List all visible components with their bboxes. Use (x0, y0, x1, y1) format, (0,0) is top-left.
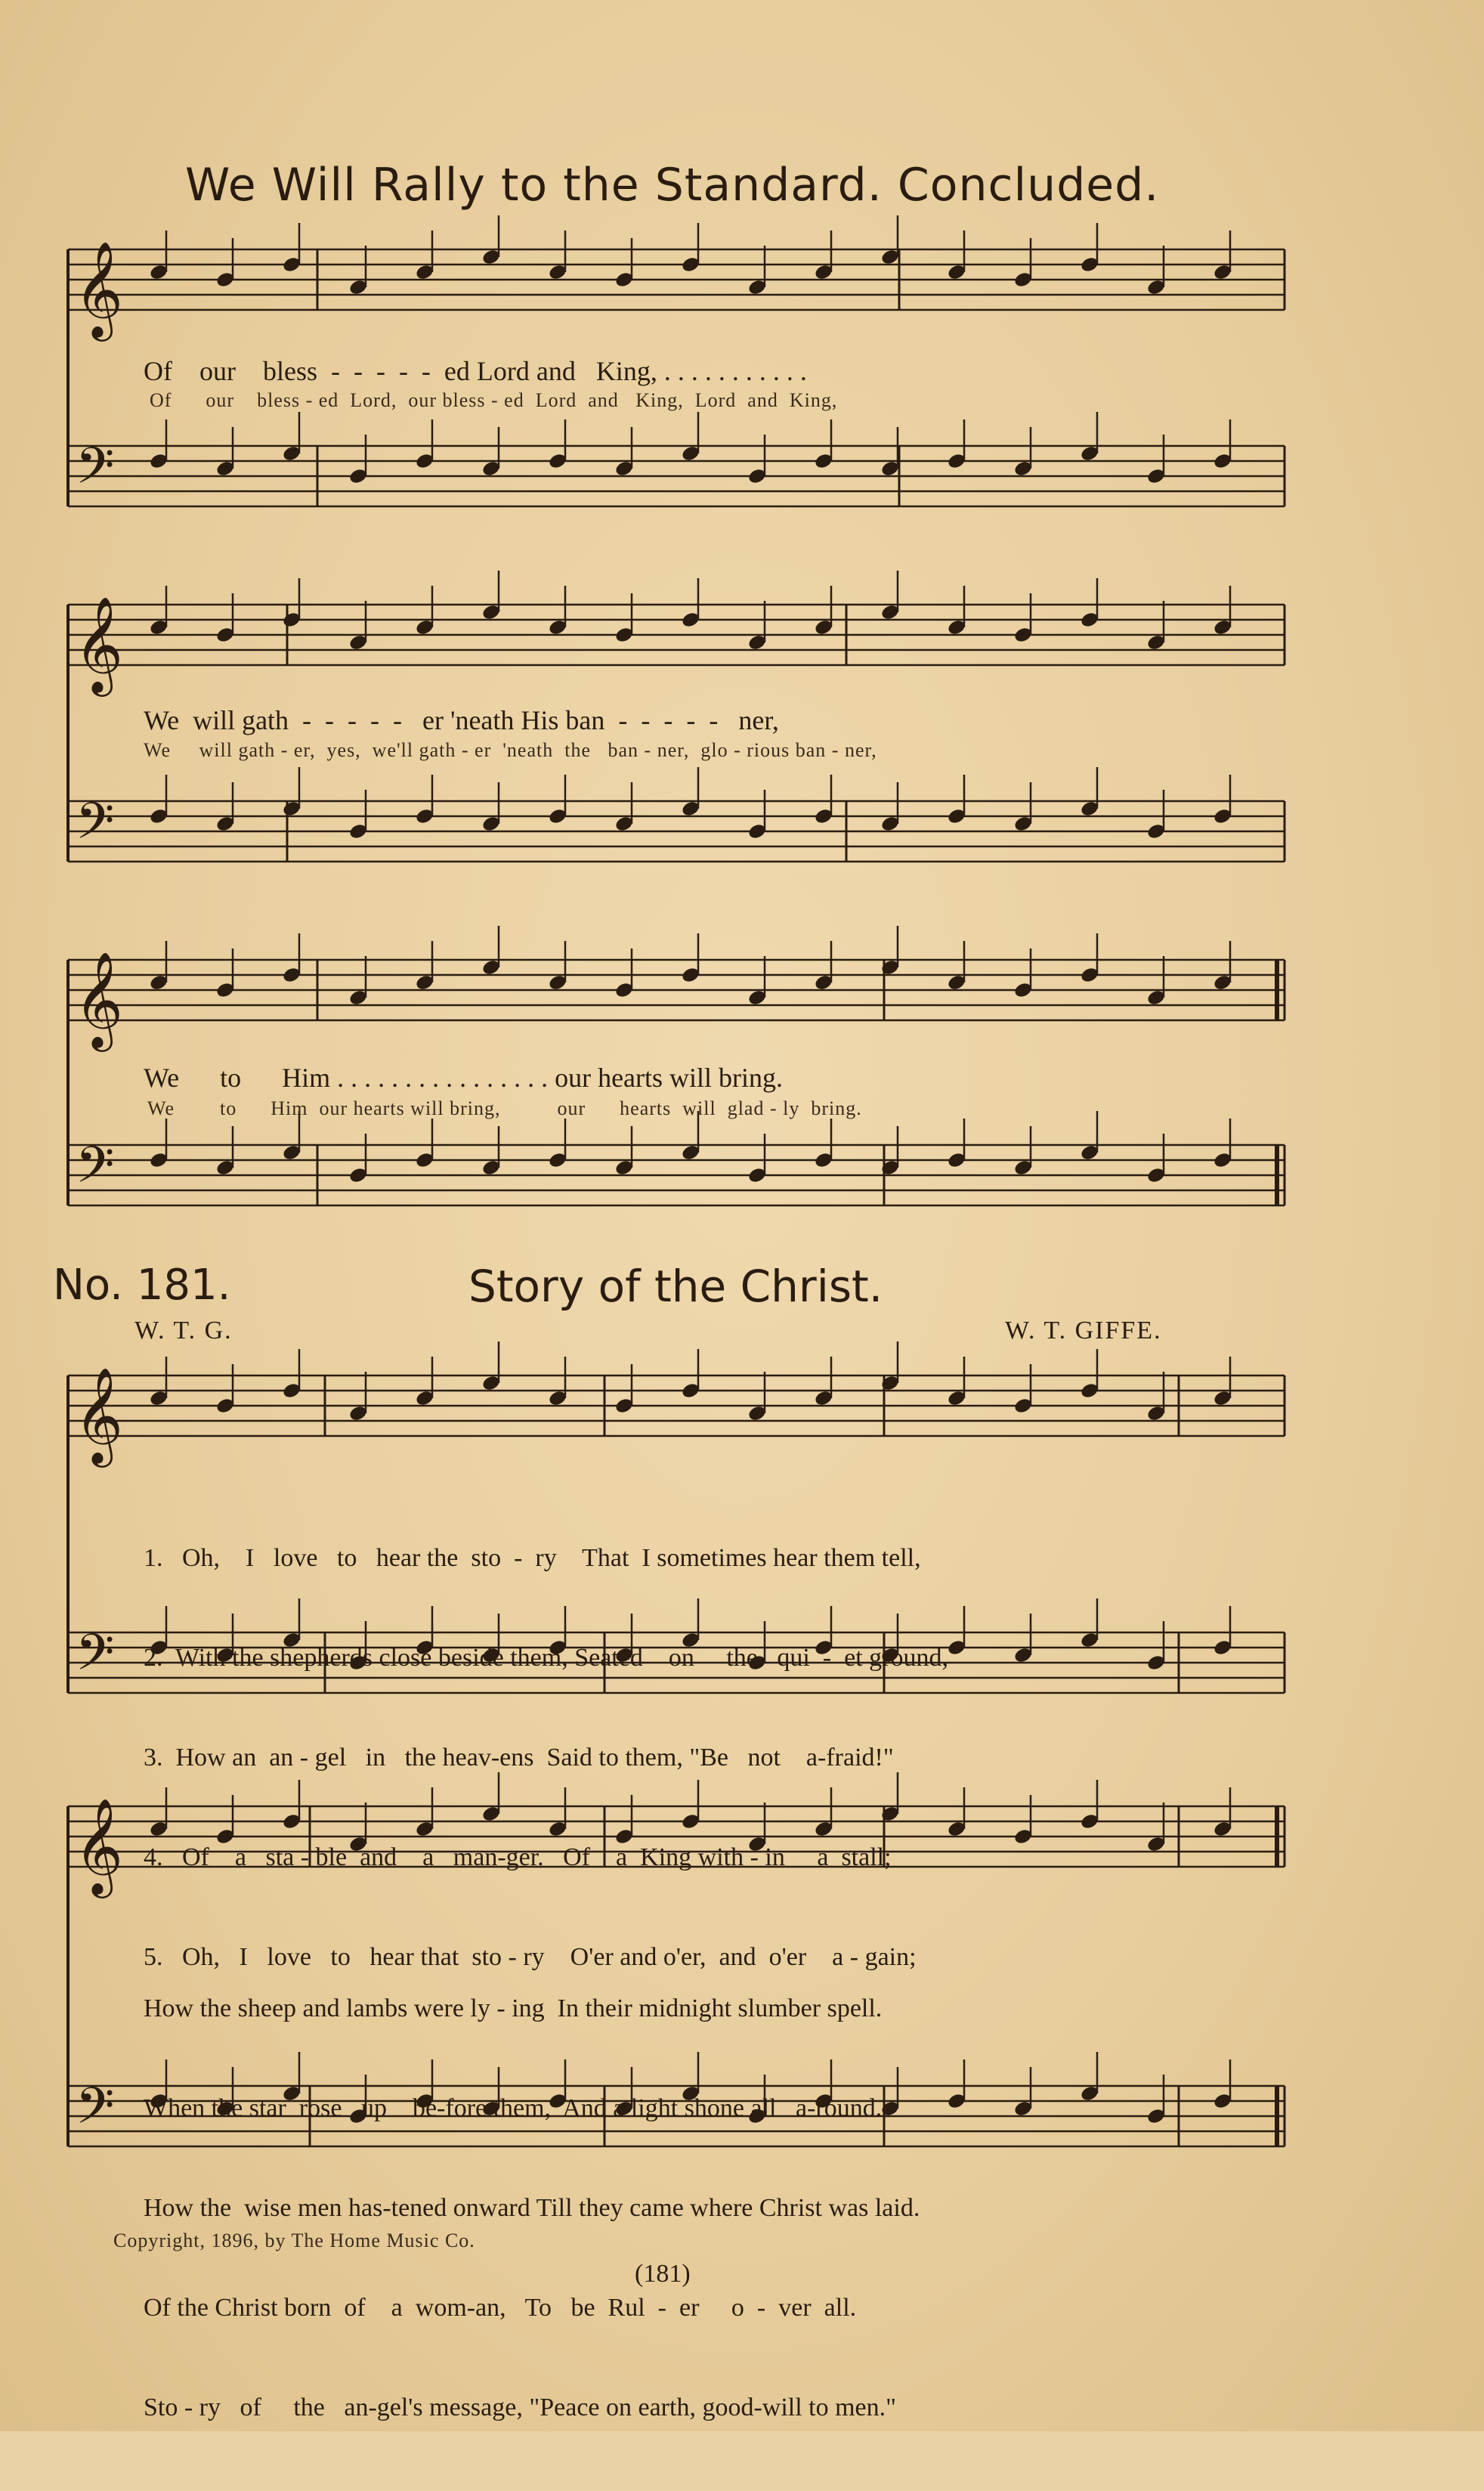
verse-line: How the sheep and lambs were ly - ing In their midnight slumber spell. (144, 1994, 883, 2022)
bass-clef: 𝄢 (76, 437, 115, 507)
treble-clef: 𝄞 (74, 1797, 124, 1894)
bass-clef: 𝄢 (76, 792, 115, 862)
lyric-line-small: Of our bless - ed Lord, our bless - ed Lord and King, Lord and King, (150, 389, 838, 411)
verse-line: 2. With the shepherds close beside them, Seated on the qui - et ground, (144, 1644, 949, 1672)
verse-line: When the star rose up be-fore them, And a light shone all a-round. (144, 2094, 883, 2122)
lyric-line-small: We to Him our hearts will bring, our hearts will glad - ly bring. (147, 1097, 862, 1119)
verse-line: 5. Oh, I love to hear that sto - ry O'er and o'er, and o'er a - gain; (144, 1943, 917, 1971)
treble-clef: 𝄞 (74, 1366, 124, 1463)
page-number: (181) (635, 2260, 691, 2288)
verse-line: 1. Oh, I love to hear the sto - ry That I sometimes hear them tell, (144, 1544, 921, 1572)
bass-clef: 𝄢 (76, 1623, 115, 1694)
lyric-line-main: Of our bless - - - - - ed Lord and King, . . . . . . . . . . . (144, 356, 807, 386)
treble-clef: 𝄞 (74, 951, 124, 1047)
hymn-number: No. 181. (53, 1261, 231, 1310)
page-title: We Will Rally to the Standard. Concluded. (185, 159, 1160, 212)
verse-line: How the wise men has-tened onward Till they came where Christ was laid. (144, 2194, 920, 2222)
verse-line: Of the Christ born of a wom-an, To be Rul - er o - ver all. (144, 2294, 857, 2322)
treble-clef: 𝄞 (74, 240, 124, 337)
lyric-line-small: We will gath - er, yes, we'll gath - er 'neath the ban - ner, glo - rious ban - ner, (144, 739, 877, 761)
lyric-line-main: We to Him . . . . . . . . . . . . . . . . our hearts will bring. (144, 1063, 784, 1093)
music-credit: W. T. GIFFE. (1005, 1317, 1162, 1345)
verse-line: 3. How an an - gel in the heav-ens Said to them, "Be not a-fraid!" (144, 1744, 894, 1772)
verse-block-2 (144, 1926, 1292, 2491)
copyright-notice: Copyright, 1896, by The Home Music Co. (113, 2230, 475, 2251)
treble-clef: 𝄞 (74, 596, 124, 692)
words-credit: W. T. G. (134, 1317, 233, 1345)
verse-line: 4. Of a sta - ble and a man-ger. Of a King with - in a stall; (144, 1843, 892, 1871)
bass-clef: 𝄢 (76, 1136, 115, 1206)
bass-clef: 𝄢 (76, 2077, 115, 2147)
hymn-title: Story of the Christ. (468, 1261, 883, 1312)
verse-line: Sto - ry of the an-gel's message, "Peace on earth, good-will to men." (144, 2394, 897, 2421)
lyric-line-main: We will gath - - - - - er 'neath His ban - - - - - ner, (144, 705, 779, 735)
